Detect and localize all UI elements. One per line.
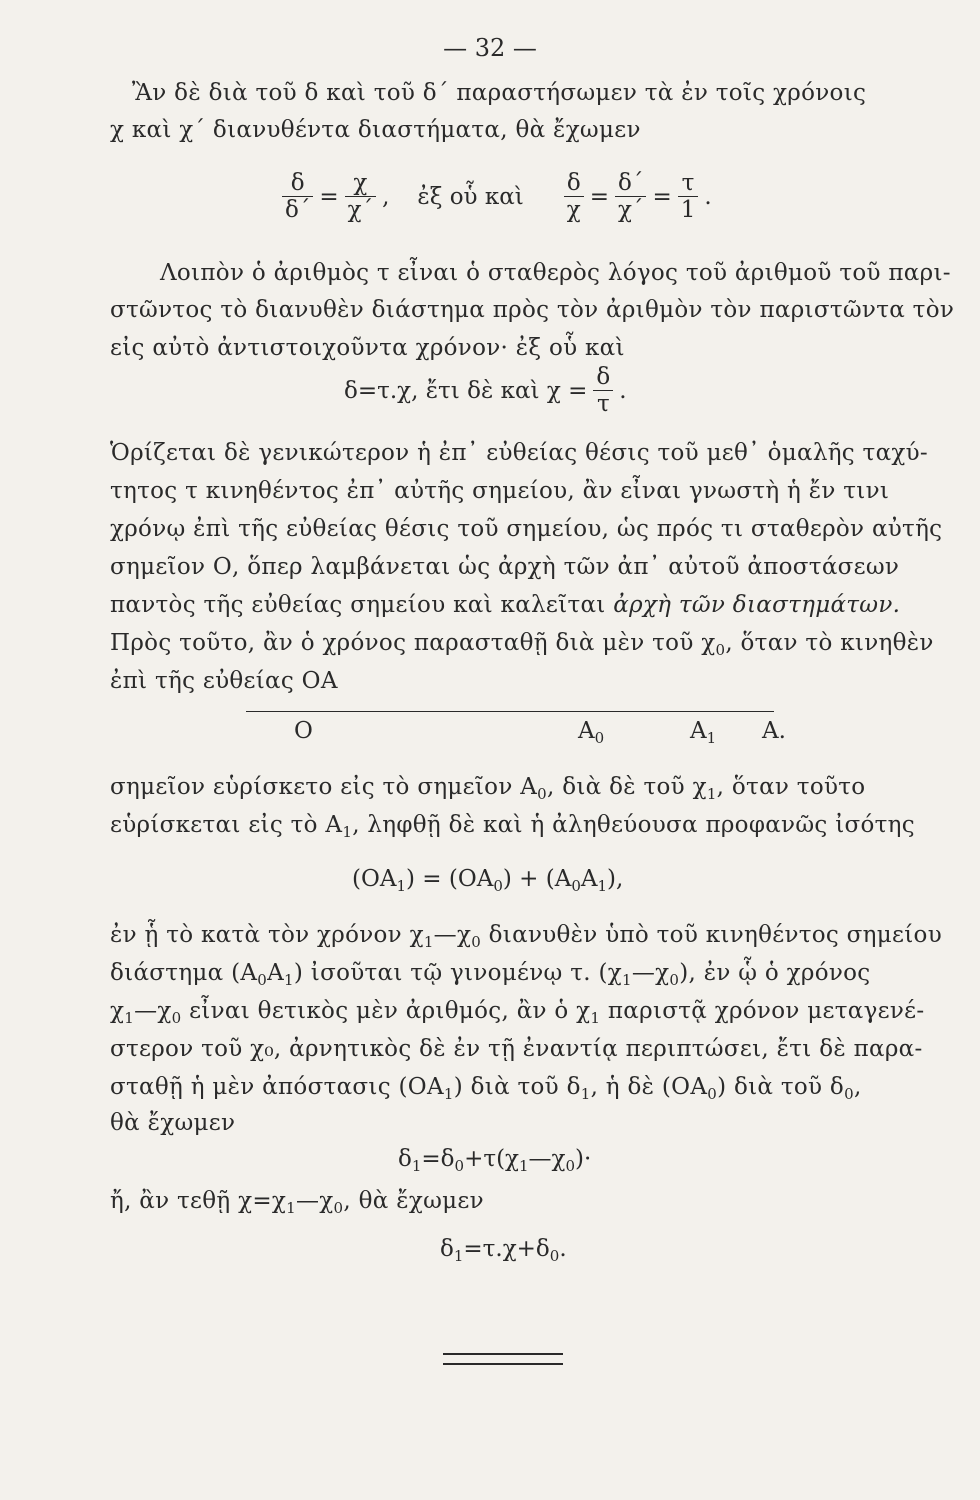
- text-line: παντὸς τῆς εὐθείας σημείου καὶ καλεῖται ἀρχὴ τῶν διαστημάτων.: [110, 592, 901, 618]
- text-line: ἐπὶ τῆς εὐθείας ΟΑ: [110, 668, 338, 694]
- text-line: χ καὶ χ΄ διανυθέντα διαστήματα, θὰ ἔχωμεν: [110, 117, 641, 143]
- text-line: εὑρίσκεται εἰς τὸ $A_1$, ληφθῇ δὲ καὶ ἡ ἀληθεύουσα προφανῶς ἰσότης: [110, 812, 915, 841]
- page-number: — 32 —: [443, 34, 537, 62]
- equation-segments: $(OA_1) = (OA_0) + (A_0A_1)$,: [352, 866, 624, 895]
- fraction: $\frac{\delta}{\tau}$: [593, 364, 613, 417]
- equation-position: $\delta_1=\delta_0+\tau(\chi_1—\chi_0)\cdot$: [398, 1146, 592, 1175]
- point-label-A1: $A_1$: [690, 718, 717, 747]
- point-label-A0: $A_0$: [578, 718, 605, 747]
- text-line: σημεῖον Ο, ὅπερ λαμβάνεται ὡς ἀρχὴ τῶν ἀπ᾽ αὐτοῦ ἀποστάσεων: [110, 554, 900, 580]
- text-line: στῶντος τὸ διανυθὲν διάστημα πρὸς τὸν ἀριθμὸν τὸν παριστῶντα τὸν: [110, 297, 955, 323]
- text-line: Λοιπὸν ὁ ἀριθμὸς τ εἶναι ὁ σταθερὸς λόγος τοῦ ἀριθμοῦ τοῦ παρι-: [160, 260, 951, 286]
- text-line: ἤ, ἂν τεθῇ $\chi=\chi_1—\chi_0$, θὰ ἔχωμεν: [110, 1188, 484, 1217]
- text-line: Πρὸς τοῦτο, ἂν ὁ χρόνος παρασταθῇ διὰ μὲν τοῦ $\chi_0$, ὅταν τὸ κινηθὲν: [110, 630, 934, 659]
- text-line: Ἂν δὲ διὰ τοῦ δ καὶ τοῦ δ΄ παραστήσωμεν τὰ ἐν τοῖς χρόνοις: [132, 80, 867, 106]
- section-end-rule: [443, 1353, 563, 1365]
- text-line: Ὁρίζεται δὲ γενικώτερον ἡ ἐπ᾽ εὐθείας θέσις τοῦ μεθ᾽ ὁμαλῆς ταχύ-: [110, 440, 929, 466]
- point-label-A: A.: [762, 718, 786, 744]
- text-line: στερον τοῦ χ₀, ἀρνητικὸς δὲ ἐν τῇ ἐναντίᾳ περιπτώσει, ἔτι δὲ παρα-: [110, 1036, 923, 1062]
- point-label-O: Ο: [294, 718, 313, 744]
- text-line: εἰς αὐτὸ ἀντιστοιχοῦντα χρόνον· ἐξ οὗ καὶ: [110, 335, 625, 361]
- text-line: χρόνῳ ἐπὶ τῆς εὐθείας θέσις τοῦ σημείου, ὡς πρός τι σταθερὸν αὐτῆς: [110, 516, 943, 542]
- text-line: θὰ ἔχωμεν: [110, 1110, 236, 1136]
- text-line: διάστημα $(A_0A_1)$ ἰσοῦται τῷ γινομένῳ τ. $(\chi_1—\chi_0)$, ἐν ᾧ ὁ χρόνος: [110, 960, 871, 989]
- text-line: τητος τ κινηθέντος ἐπ᾽ αὐτῆς σημείου, ἂν εἶναι γνωστὴ ἡ ἔν τινι: [110, 478, 890, 504]
- text-line: $\chi_1—\chi_0$ εἶναι θετικὸς μὲν ἀριθμός, ἂν ὁ $\chi_1$ παριστᾷ χρόνον μεταγενέ-: [110, 998, 925, 1027]
- fraction: $\frac{\chi}{\chi΄}$: [345, 170, 376, 223]
- fraction: $\frac{\delta}{\chi}$: [564, 170, 584, 223]
- italic-term: ἀρχὴ τῶν διαστημάτων.: [613, 592, 901, 618]
- text-line: σημεῖον εὑρίσκετο εἰς τὸ σημεῖον $A_0$, διὰ δὲ τοῦ $\chi_1$, ὅταν τοῦτο: [110, 774, 866, 803]
- equation-distance: δ=τ.χ, ἔτι δὲ καὶ χ = $\frac{\delta}{\tau}$ .: [344, 364, 627, 417]
- equation-final: $\delta_1=\tau.\chi+\delta_0$.: [440, 1236, 567, 1265]
- fraction: $\frac{\delta΄}{\chi΄}$: [615, 170, 646, 223]
- equation-ratio: $\frac{\delta}{\delta΄}$ = $\frac{\chi}{\chi΄}$ , ἐξ οὗ καὶ $\frac{\delta}{\chi}$ = $\frac{\delta΄}{\chi΄}$ = $\frac{\tau}{1}$ .: [280, 170, 716, 223]
- fraction: $\frac{\delta}{\delta΄}$: [282, 170, 313, 223]
- segment-line: [246, 711, 774, 712]
- text-line: ἐν ᾗ τὸ κατὰ τὸν χρόνον $\chi_1—\chi_0$ διανυθὲν ὑπὸ τοῦ κινηθέντος σημείου: [110, 922, 942, 951]
- text-line: σταθῇ ἡ μὲν ἀπόστασις $(OA_1)$ διὰ τοῦ $\delta_1$, ἡ δὲ $(OA_0)$ διὰ τοῦ $\delta_0$,: [110, 1074, 862, 1103]
- fraction: $\frac{\tau}{1}$: [678, 170, 699, 223]
